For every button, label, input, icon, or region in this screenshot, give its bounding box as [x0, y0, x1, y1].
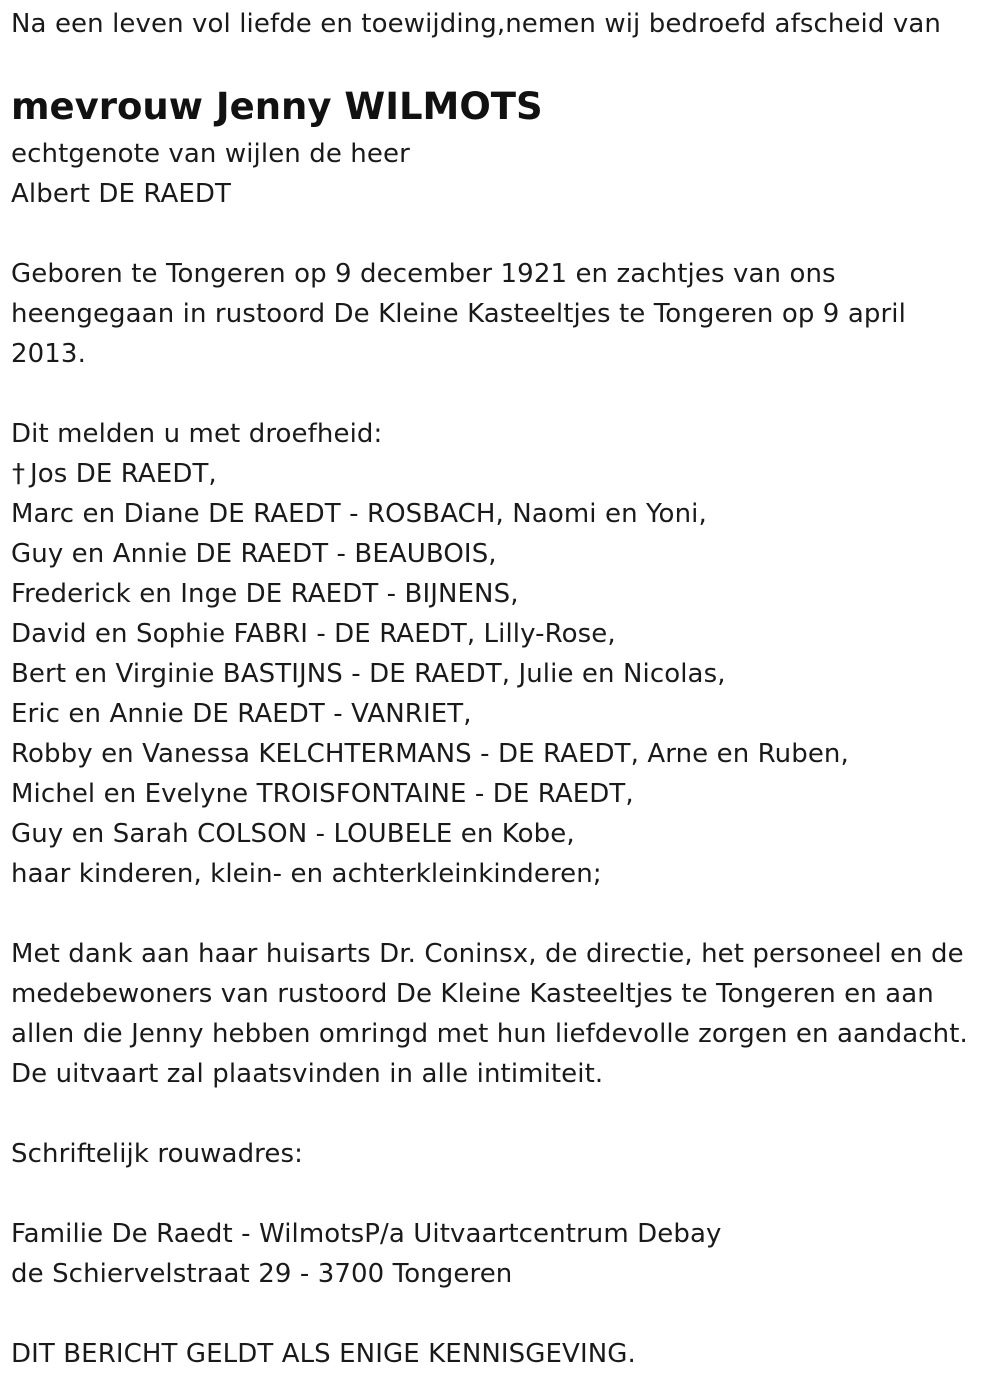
birth-death-line: heengegaan in rustoord De Kleine Kasteeltjes te Tongeren op 9 april — [11, 299, 906, 329]
intro-text: Na een leven vol liefde en toewijding,nemen wij bedroefd afscheid van — [11, 9, 941, 39]
funeral-line: De uitvaart zal plaatsvinden in alle intimiteit. — [11, 1059, 604, 1089]
address-line: de Schiervelstraat 29 - 3700 Tongeren — [11, 1259, 513, 1289]
family-line: Michel en Evelyne TROISFONTAINE - DE RAEDT, — [11, 779, 634, 809]
family-line: Guy en Annie DE RAEDT - BEAUBOIS, — [11, 539, 497, 569]
address-heading: Schriftelijk rouwadres: — [11, 1139, 303, 1169]
family-line-text: Jos DE RAEDT, — [30, 459, 217, 489]
spouse-name: Albert DE RAEDT — [11, 179, 231, 209]
birth-death-line: 2013. — [11, 339, 86, 369]
thanks-line: allen die Jenny hebben omringd met hun liefdevolle zorgen en aandacht. — [11, 1019, 968, 1049]
family-line: Marc en Diane DE RAEDT - ROSBACH, Naomi en Yoni, — [11, 499, 707, 529]
family-line: Bert en Virginie BASTIJNS - DE RAEDT, Julie en Nicolas, — [11, 659, 726, 689]
family-line: Frederick en Inge DE RAEDT - BIJNENS, — [11, 579, 519, 609]
birth-death-line: Geboren te Tongeren op 9 december 1921 en zachtjes van ons — [11, 259, 836, 289]
thanks-line: medebewoners van rustoord De Kleine Kasteeltjes te Tongeren en aan — [11, 979, 934, 1009]
spouse-line: echtgenote van wijlen de heer — [11, 139, 410, 169]
family-line: Eric en Annie DE RAEDT - VANRIET, — [11, 699, 472, 729]
family-line — [11, 454, 217, 494]
closing-notice: DIT BERICHT GELDT ALS ENIGE KENNISGEVING. — [11, 1339, 636, 1369]
cross-icon: † — [11, 459, 26, 489]
family-line: Guy en Sarah COLSON - LOUBELE en Kobe, — [11, 819, 575, 849]
family-summary: haar kinderen, klein- en achterkleinkinderen; — [11, 859, 602, 889]
family-line: David en Sophie FABRI - DE RAEDT, Lilly-Rose, — [11, 619, 616, 649]
thanks-line: Met dank aan haar huisarts Dr. Coninsx, de directie, het personeel en de — [11, 939, 964, 969]
address-line: Familie De Raedt - WilmotsP/a Uitvaartcentrum Debay — [11, 1219, 722, 1249]
deceased-name: mevrouw Jenny WILMOTS — [11, 85, 543, 128]
announce-heading: Dit melden u met droefheid: — [11, 419, 383, 449]
family-line: Robby en Vanessa KELCHTERMANS - DE RAEDT, Arne en Ruben, — [11, 739, 849, 769]
